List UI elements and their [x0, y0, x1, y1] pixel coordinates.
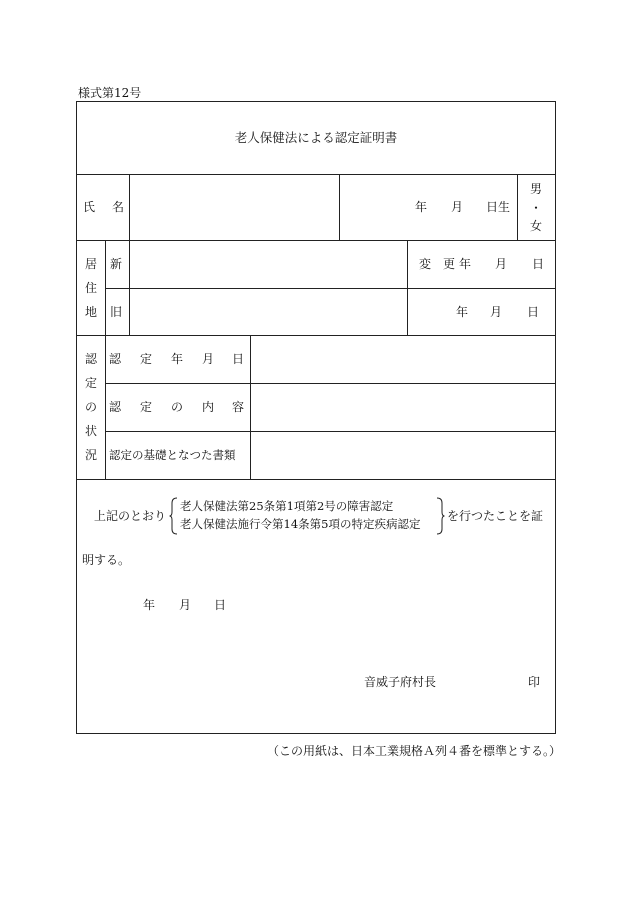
old-year-label: 年	[456, 305, 469, 319]
right-brace-icon	[435, 497, 445, 535]
issue-year-label: 年	[143, 598, 156, 612]
cert-label-4: 状	[84, 424, 97, 438]
cert-label-3: の	[84, 400, 97, 414]
left-brace-icon	[169, 497, 179, 535]
birth-year-label: 年	[415, 200, 428, 214]
old-month-label: 月	[490, 305, 503, 319]
statement-option-1: 老人保健法第25条第1項第2号の障害認定	[180, 499, 394, 513]
statement-continuation: 明する。	[82, 553, 131, 567]
old-day-label: 日	[527, 305, 540, 319]
cert-basis-label: 認定の基礎となつた書類	[109, 448, 236, 462]
footnote: （この用紙は、日本工業規格Ａ列４番を標準とする。）	[267, 744, 562, 758]
issue-month-label: 月	[179, 598, 192, 612]
cert-date-field[interactable]	[251, 336, 554, 382]
residence-old-label: 旧	[110, 305, 123, 319]
certificate-form	[76, 101, 556, 734]
statement-suffix: を行つたことを証	[447, 509, 544, 523]
cert-basis-field[interactable]	[251, 432, 554, 478]
cert-content-field[interactable]	[251, 384, 554, 430]
cert-date-char-2: 定	[140, 352, 153, 366]
cert-label-2: 定	[84, 376, 97, 390]
name-field[interactable]	[130, 175, 338, 239]
birth-month-label: 月	[451, 200, 464, 214]
cert-date-char-3: 年	[171, 352, 184, 366]
form-title: 老人保健法による認定証明書	[234, 130, 398, 145]
statement-option-2: 老人保健法施行令第14条第5項の特定疾病認定	[180, 517, 421, 531]
old-address-field[interactable]	[130, 289, 406, 334]
issue-day-label: 日	[214, 598, 227, 612]
statement-prefix: 上記のとおり	[94, 509, 167, 523]
name-label-1: 氏	[83, 200, 96, 214]
cert-date-char-4: 月	[202, 352, 215, 366]
cert-content-char-1: 認	[109, 400, 122, 414]
change-year-label: 年	[459, 257, 472, 271]
residence-label-2: 住	[84, 281, 97, 295]
cert-content-char-2: 定	[140, 400, 153, 414]
cert-label-1: 認	[84, 352, 97, 366]
new-address-field[interactable]	[130, 241, 406, 287]
change-label-2: 更	[443, 257, 456, 271]
cert-date-char-5: 日	[232, 352, 245, 366]
residence-label-1: 居	[84, 257, 97, 271]
cert-date-char-1: 認	[109, 352, 122, 366]
residence-label-3: 地	[84, 305, 97, 319]
change-label-1: 変	[419, 257, 432, 271]
seal-mark: 印	[528, 675, 541, 689]
residence-new-label: 新	[110, 257, 123, 271]
cert-content-char-5: 容	[232, 400, 245, 414]
change-month-label: 月	[495, 257, 508, 271]
name-label-2: 名	[112, 200, 125, 214]
cert-content-char-3: の	[171, 400, 184, 414]
change-day-label: 日	[532, 257, 545, 271]
sex-male-label: 男	[530, 182, 543, 196]
birth-day-label: 日生	[486, 200, 511, 214]
form-number: 様式第12号	[78, 86, 142, 100]
sex-dot: ・	[530, 201, 543, 215]
signer-title: 音威子府村長	[364, 675, 437, 689]
sex-female-label: 女	[530, 219, 543, 233]
cert-content-char-4: 内	[202, 400, 215, 414]
cert-label-5: 況	[84, 448, 97, 462]
